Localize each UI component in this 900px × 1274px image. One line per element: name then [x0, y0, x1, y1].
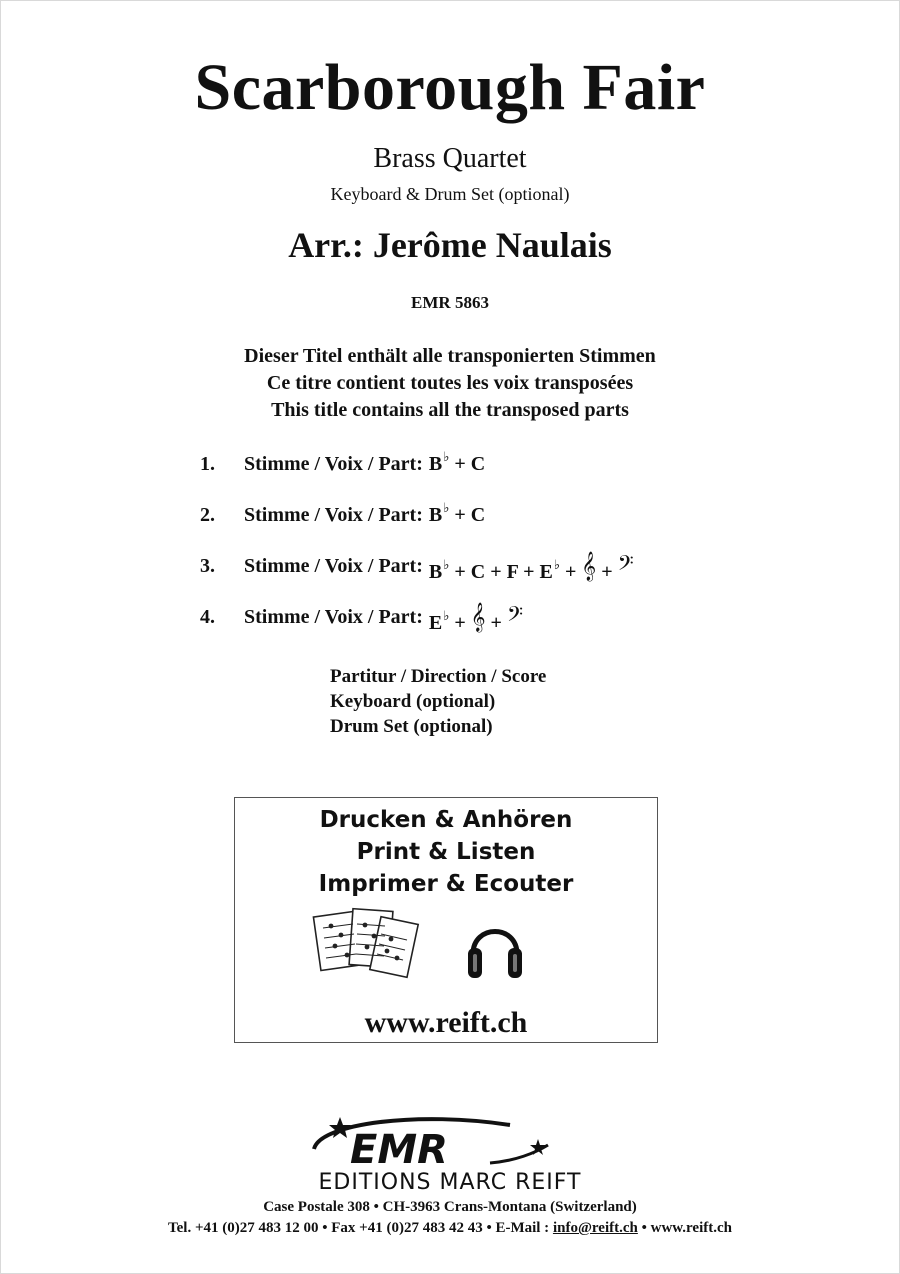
notice-french: Ce titre contient toutes les voix transposées — [266, 372, 634, 394]
notice-german: Dieser Titel enthält alle transponierten Stimmen — [244, 345, 656, 367]
part-row — [200, 500, 634, 555]
parts-list — [200, 449, 634, 657]
drumset-line: Drum Set (optional) — [330, 716, 493, 737]
promo-text — [235, 804, 657, 900]
print-listen-box[interactable] — [234, 797, 658, 1043]
notice-english: This title contains all the transposed parts — [271, 399, 629, 421]
score-line: Partitur / Direction / Score — [330, 666, 547, 687]
part-label: Stimme / Voix / Part: — [244, 504, 423, 526]
part-number: 1. — [200, 453, 215, 475]
transposed-parts-notice — [0, 343, 900, 424]
publisher-name: EDITIONS MARC REIFT — [318, 1170, 582, 1195]
part-row — [200, 449, 634, 504]
ensemble-subtitle: Brass Quartet — [373, 143, 527, 174]
additional-parts — [330, 664, 546, 739]
promo-line-german: Drucken & Anhören — [319, 807, 573, 833]
promo-website-link[interactable]: www.reift.ch — [364, 1006, 528, 1039]
part-keys: B♭ + C — [428, 449, 486, 475]
instrumentation-note: Keyboard & Drum Set (optional) — [330, 184, 570, 204]
contact-phone-fax: Tel. +41 (0)27 483 12 00 • Fax +41 (0)27 483 42 43 • E-Mail : — [168, 1220, 553, 1236]
publisher-address: Case Postale 308 • CH-3963 Crans-Montana (Switzerland) — [263, 1199, 637, 1215]
part-keys: E♭ + 𝄞 + 𝄢 — [428, 602, 524, 634]
part-number: 4. — [200, 606, 215, 628]
part-keys: B♭ + C + F + E♭ + 𝄞 + 𝄢 — [428, 551, 634, 583]
email-link[interactable]: info@reift.ch — [552, 1220, 638, 1236]
part-row — [200, 551, 634, 606]
emr-logo-text: EMR — [350, 1127, 448, 1173]
promo-line-french: Imprimer & Ecouter — [318, 871, 574, 897]
keyboard-line: Keyboard (optional) — [330, 691, 496, 712]
promo-line-english: Print & Listen — [356, 839, 536, 865]
part-number: 2. — [200, 504, 215, 526]
catalog-number: EMR 5863 — [411, 293, 489, 312]
headphones-icon — [465, 910, 525, 984]
part-number: 3. — [200, 555, 215, 577]
part-keys: B♭ + C — [428, 500, 486, 526]
sheet-music-icon — [311, 906, 421, 986]
part-label: Stimme / Voix / Part: — [244, 606, 423, 628]
part-row — [200, 602, 634, 657]
arranger: Arr.: Jerôme Naulais — [288, 225, 612, 265]
part-label: Stimme / Voix / Part: — [244, 555, 423, 577]
contact-website: • www.reift.ch — [637, 1220, 732, 1236]
emr-logo — [300, 1105, 560, 1177]
part-label: Stimme / Voix / Part: — [244, 453, 423, 475]
publisher-contact — [0, 1220, 900, 1237]
page-title: Scarborough Fair — [194, 51, 706, 124]
